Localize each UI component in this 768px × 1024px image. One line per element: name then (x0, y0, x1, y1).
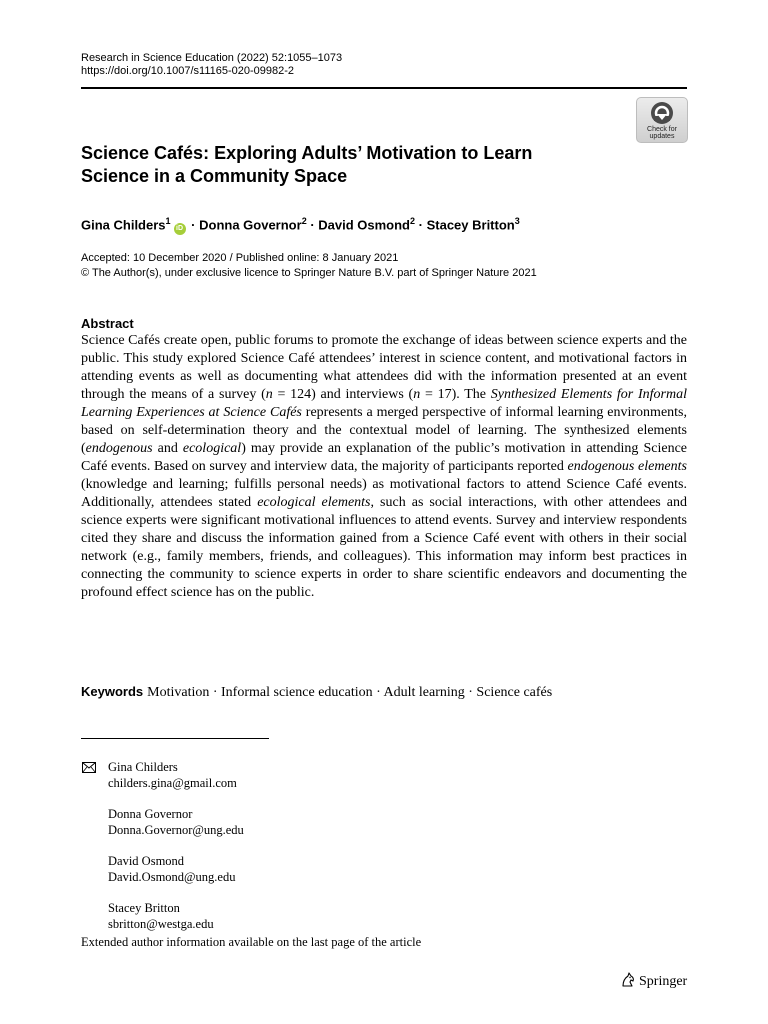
publisher-logo (620, 972, 687, 991)
footnote-rule (81, 738, 269, 739)
author-affiliation: 1 (165, 216, 171, 226)
abstract-body: Science Cafés create open, public forums to promote the exchange of ideas between science experts and the public. This study explored Science Café attendees’ interest in science content, and motivational factors in attending events as well as documenting what attendees did with the information presented at an event through the means of a survey (n = 124) and interviews (n = 17). The Synthesized Elements for Informal Learning Experiences at Science Cafés represents a merged perspective of informal learning environments, based on self-determination theory and the contextual model of learning. The synthesized elements (endogenous and ecological) may provide an explanation of the public’s motivation in attending Science Café events. Based on survey and interview data, the majority of participants reported endogenous elements (knowledge and learning; fulfills personal needs) as motivational factors to attend Science Café events. Additionally, attendees stated ecological elements, such as social interactions, with other attendees and science experts were significant motivational influences to attend events. Survey and interview respondents cited they share and discuss the information gained from a Science Café event with others in their social network (e.g., family members, friends, and colleagues). This information may inform best practices in connecting the community to science experts in order to share scientific endeavors and documenting the profound effect science has on the public. (81, 333, 687, 600)
check-for-updates-icon (650, 101, 674, 125)
copyright-line (81, 266, 537, 281)
envelope-icon (82, 762, 96, 773)
contact-name: Donna Governor (108, 807, 193, 821)
accepted-published-line: Accepted: 10 December 2020 / Published online: 8 January 2021 (81, 252, 399, 264)
springer-horse-icon (620, 972, 636, 988)
copyright-text: The Author(s), under exclusive licence to Springer Nature B.V. part of Springer Nature 2021 (91, 267, 537, 279)
orcid-icon[interactable]: iD (174, 223, 186, 235)
check-for-updates-label: Check for updates (647, 126, 677, 140)
abstract-heading: Abstract (81, 316, 134, 331)
author-name[interactable]: Donna Governor (199, 217, 302, 233)
check-for-updates-badge[interactable] (636, 97, 688, 143)
journal-line: Research in Science Education (2022) 52:1055–1073 (81, 52, 343, 64)
author-list (81, 212, 520, 235)
contact-email[interactable]: David.Osmond@ung.edu (108, 870, 236, 884)
contact-name: David Osmond (108, 854, 185, 868)
title-line-2: Science in a Community Space (81, 166, 348, 186)
doi-link[interactable]: https://doi.org/10.1007/s11165-020-09982-2 (81, 65, 295, 77)
author-name[interactable]: Gina Childers (81, 217, 166, 233)
contact-entry (108, 759, 244, 791)
author-separator: · (306, 217, 319, 233)
author-separator: · (415, 217, 427, 233)
article-title (81, 142, 621, 188)
contact-email[interactable]: Donna.Governor@ung.edu (108, 823, 244, 837)
contact-email[interactable]: sbritton@westga.edu (108, 917, 214, 931)
author-affiliation: 2 (301, 216, 307, 226)
journal-citation (81, 52, 342, 78)
author-name[interactable]: David Osmond (318, 217, 411, 233)
contact-entry (108, 853, 244, 885)
author-separator: · (187, 217, 200, 233)
publisher-name: Springer (639, 974, 688, 989)
contact-entry (108, 806, 244, 838)
contact-name: Gina Childers (108, 760, 178, 774)
author-contacts (108, 759, 244, 947)
title-line-1: Science Cafés: Exploring Adults’ Motivation to Learn (81, 143, 533, 163)
header-rule (81, 87, 687, 89)
contact-entry (108, 900, 244, 932)
author-name[interactable]: Stacey Britton (426, 217, 515, 233)
extended-author-note: Extended author information available on the last page of the article (81, 935, 422, 949)
keywords-text: Motivation · Informal science education · Adult learning · Science cafés (147, 685, 553, 700)
author-affiliation: 2 (410, 216, 416, 226)
contact-name: Stacey Britton (108, 901, 180, 915)
author-affiliation: 3 (514, 216, 520, 226)
publication-dates (81, 251, 537, 281)
contact-email[interactable]: childers.gina@gmail.com (108, 776, 237, 790)
keywords-line (81, 683, 552, 702)
copyright-icon: © (81, 267, 90, 279)
keywords-heading: Keywords (81, 684, 144, 699)
